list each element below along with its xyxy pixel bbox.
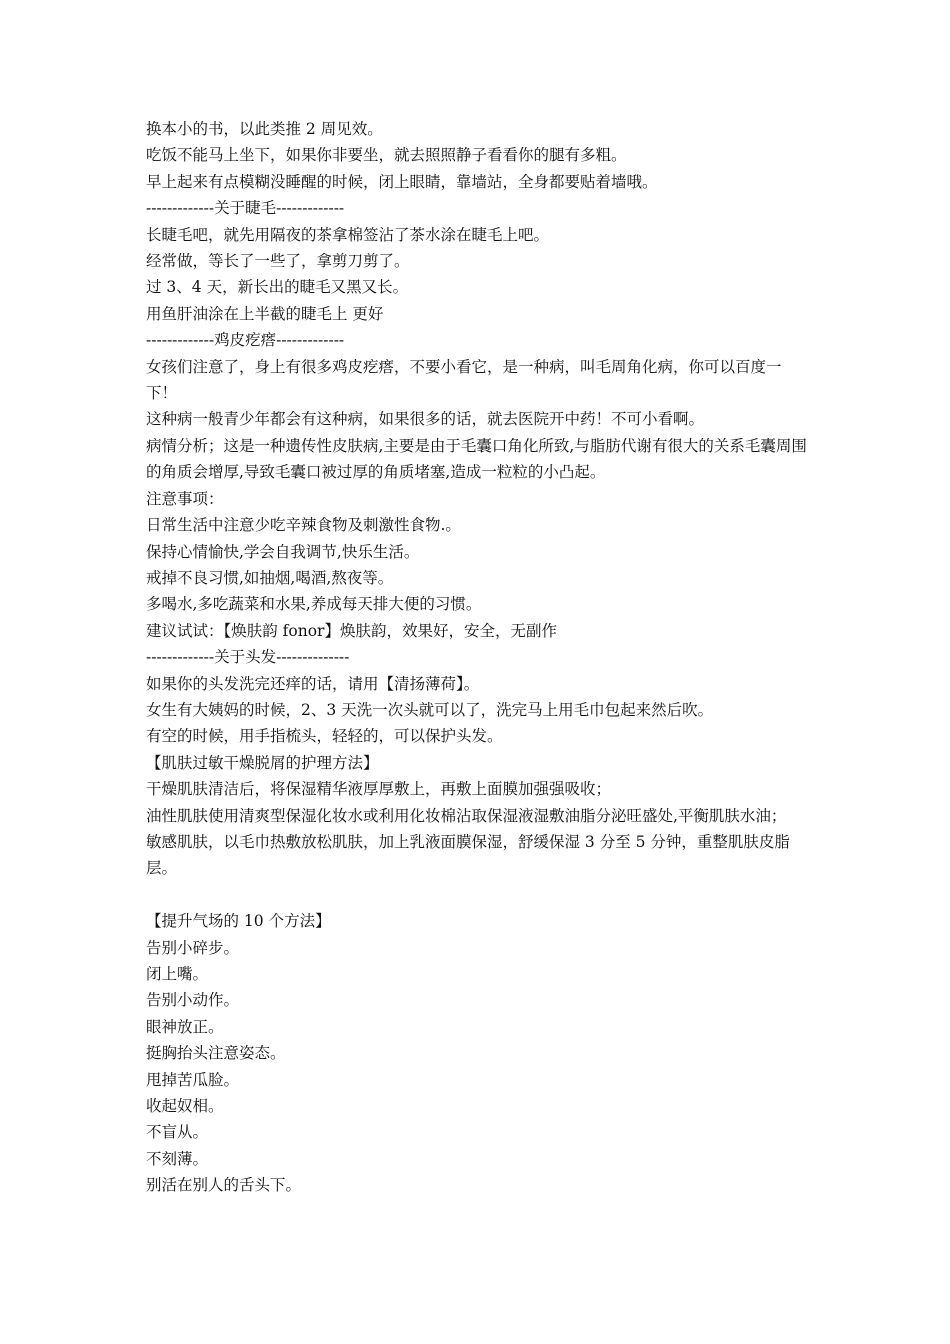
list-item: 不刻薄。 [146,1149,209,1168]
section-heading-aura: 【提升气场的 10 个方法】 [146,912,331,931]
text-line: 女生有大姨妈的时候，2、3 天洗一次头就可以了，洗完马上用毛巾包起来然后吹。 [146,700,714,719]
text-line: 有空的时候，用手指梳头，轻轻的，可以保护头发。 [146,727,503,746]
list-item: 闭上嘴。 [146,964,209,983]
text-line: 建议试试：【焕肤韵 fonor】焕肤韵，效果好，安全，无副作 [146,621,557,640]
section-divider-goosebumps: -------------鸡皮疙瘩------------- [146,331,345,350]
text-line: 长睫毛吧，就先用隔夜的茶拿棉签沾了茶水涂在睫毛上吧。 [146,225,550,244]
text-line: 吃饭不能马上坐下，如果你非要坐，就去照照静子看看你的腿有多粗。 [146,146,627,165]
text-paragraph: 女孩们注意了，身上有很多鸡皮疙瘩，不要小看它，是一种病，叫毛周角化病，你可以百度一下！ [146,357,782,403]
text-line: 如果你的头发洗完还痒的话，请用【清扬薄荷】。 [146,674,480,693]
text-line: 戒掉不良习惯,如抽烟,喝酒,熬夜等。 [146,568,394,587]
list-item: 收起奴相。 [146,1097,224,1116]
list-item: 告别小动作。 [146,991,240,1010]
list-item: 挺胸抬头注意姿态。 [146,1044,286,1063]
document-body [146,116,810,1199]
text-paragraph: 敏感肌肤，以毛巾热敷放松肌肤，加上乳液面膜保湿，舒缓保湿 3 分至 5 分钟，重整肌肤皮脂层。 [146,832,790,878]
text-paragraph: 油性肌肤使用清爽型保湿化妆水或利用化妆棉沾取保湿液湿敷油脂分泌旺盛处,平衡肌肤水油； [146,806,787,825]
text-line: 保持心情愉快,学会自我调节,快乐生活。 [146,542,420,561]
section-divider-eyelashes: -------------关于睫毛------------- [146,199,345,218]
list-item: 眼神放正。 [146,1017,224,1036]
list-item: 不盲从。 [146,1123,209,1142]
section-divider-hair: -------------关于头发-------------- [146,648,350,667]
text-line: 换本小的书，以此类推 2 周见效。 [146,120,383,138]
list-item: 甩掉苦瓜脸。 [146,1070,240,1089]
text-line: 这种病一般青少年都会有这种病，如果很多的话，就去医院开中药！不可小看啊。 [146,410,705,429]
text-line: 注意事项： [146,489,224,508]
text-paragraph: 病情分析；这是一种遗传性皮肤病,主要是由于毛囊口角化所致,与脂肪代谢有很大的关系毛囊周围的角质会增厚,导致毛囊口被过厚的角质堵塞,造成一粒粒的小凸起。 [146,436,807,482]
text-line: 日常生活中注意少吃辛辣食物及刺激性食物.。 [146,516,461,535]
list-item: 告别小碎步。 [146,938,240,957]
text-line: 用鱼肝油涂在上半截的睫毛上 更好 [146,304,384,323]
text-line: 干燥肌肤清洁后，将保湿精华液厚厚敷上，再敷上面膜加强强吸收； [146,780,612,799]
section-heading-skin-care: 【肌肤过敏干燥脱屑的护理方法】 [146,753,379,772]
blank-line [146,882,810,908]
text-line: 早上起来有点模糊没睡醒的时候，闭上眼睛，靠墙站，全身都要贴着墙哦。 [146,172,658,191]
list-item: 别活在别人的舌头下。 [146,1176,302,1195]
text-line: 经常做，等长了一些了，拿剪刀剪了。 [146,252,410,271]
text-line: 多喝水,多吃蔬菜和水果,养成每天排大便的习惯。 [146,595,482,614]
text-line: 过 3、4 天，新长出的睫毛又黑又长。 [146,278,409,297]
